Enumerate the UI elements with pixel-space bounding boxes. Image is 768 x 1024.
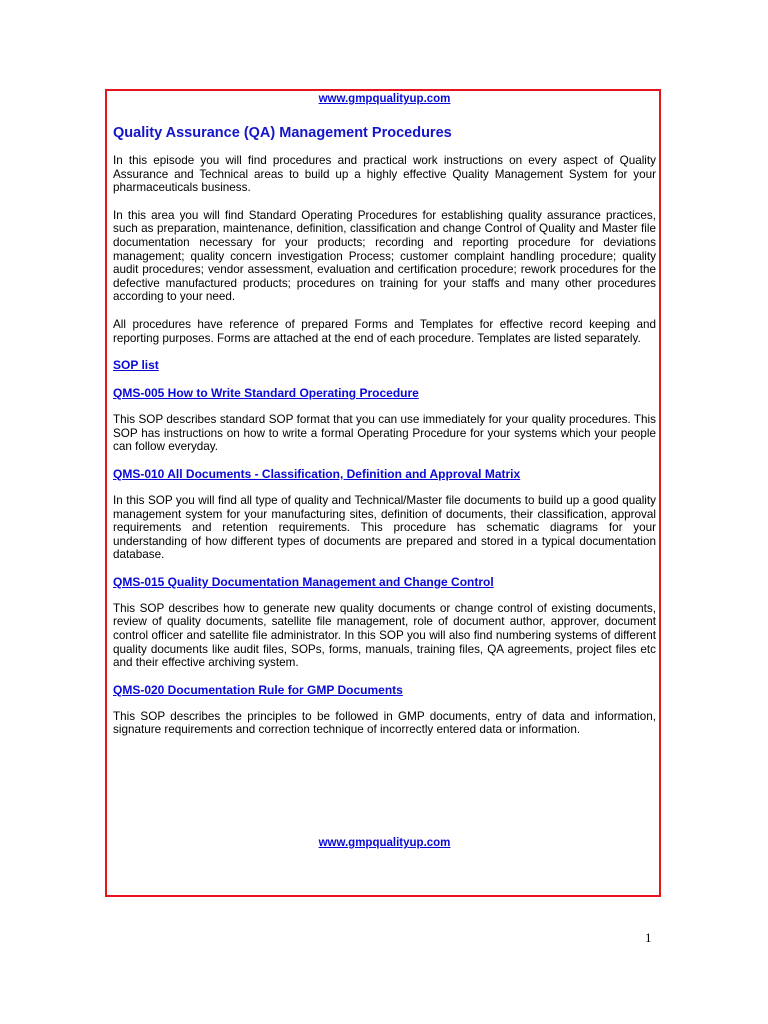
sop-title-link[interactable]: QMS-005 How to Write Standard Operating Procedure: [113, 386, 419, 401]
sop-description: This SOP describes standard SOP format that you can use immediately for your quality procedures. This SOP has instructions on how to write a formal Operating Procedure for your systems which your people can follow everyday.: [113, 413, 656, 454]
page-number: 1: [645, 930, 652, 945]
intro-paragraph-3: All procedures have reference of prepared Forms and Templates for effective record keeping and reporting purposes. Forms are attached at the end of each procedure. Templates are listed separately.: [113, 317, 656, 345]
sop-item-qms-010: [113, 467, 656, 562]
sop-item-qms-015: [113, 575, 656, 670]
sop-list-link[interactable]: SOP list: [113, 358, 159, 373]
sop-description: In this SOP you will find all type of quality and Technical/Master file documents to build up a good quality management system for your manufacturing sites, definition of documents, their classification, approval requirements and retention requirements. This procedure has schematic diagrams for your understanding of how different types of documents are prepared and stored in a typical documentation database.: [113, 493, 656, 562]
intro-paragraph-2: In this area you will find Standard Operating Procedures for establishing quality assurance practices, such as preparation, maintenance, definition, classification and change Control of Quality and Master file documentation necessary for your products; recording and reporting procedure for deviations management; quality concern investigation Process; customer complaint handling procedure; quality audit procedures; vendor assessment, evaluation and certification procedure; rework procedures for the defective manufactured products; procedures on training for your staffs and many other procedures according to your need.: [113, 208, 656, 304]
sop-description: This SOP describes how to generate new quality documents or change control of existing documents, review of quality documents, satellite file management, role of document author, approver, document control officer and satellite file administrator. In this SOP you will also find numbering systems of different quality documents like audit files, SOPs, forms, manuals, training files, QA agreements, project files etc and their effective archiving system.: [113, 601, 656, 670]
sop-description: This SOP describes the principles to be followed in GMP documents, entry of data and information, signature requirements and correction technique of incorrectly entered data or information.: [113, 709, 656, 737]
header-site-link[interactable]: www.gmpqualityup.com: [318, 93, 451, 105]
content-area: [113, 92, 656, 737]
page-title: Quality Assurance (QA) Management Procedures: [113, 125, 452, 141]
sop-title-link[interactable]: QMS-020 Documentation Rule for GMP Documents: [113, 682, 403, 697]
sop-item-qms-005: [113, 386, 656, 454]
intro-paragraph-1: In this episode you will find procedures and practical work instructions on every aspect of Quality Assurance and Technical areas to build up a highly effective Quality Management System for your pharmaceuticals business.: [113, 154, 656, 195]
footer-site-link[interactable]: www.gmpqualityup.com: [318, 837, 451, 849]
sop-title-link[interactable]: QMS-015 Quality Documentation Management and Change Control: [113, 574, 494, 589]
sop-item-qms-020: [113, 683, 656, 737]
footer: [113, 836, 656, 850]
sop-title-link[interactable]: QMS-010 All Documents - Classification, Definition and Approval Matrix: [113, 466, 521, 481]
